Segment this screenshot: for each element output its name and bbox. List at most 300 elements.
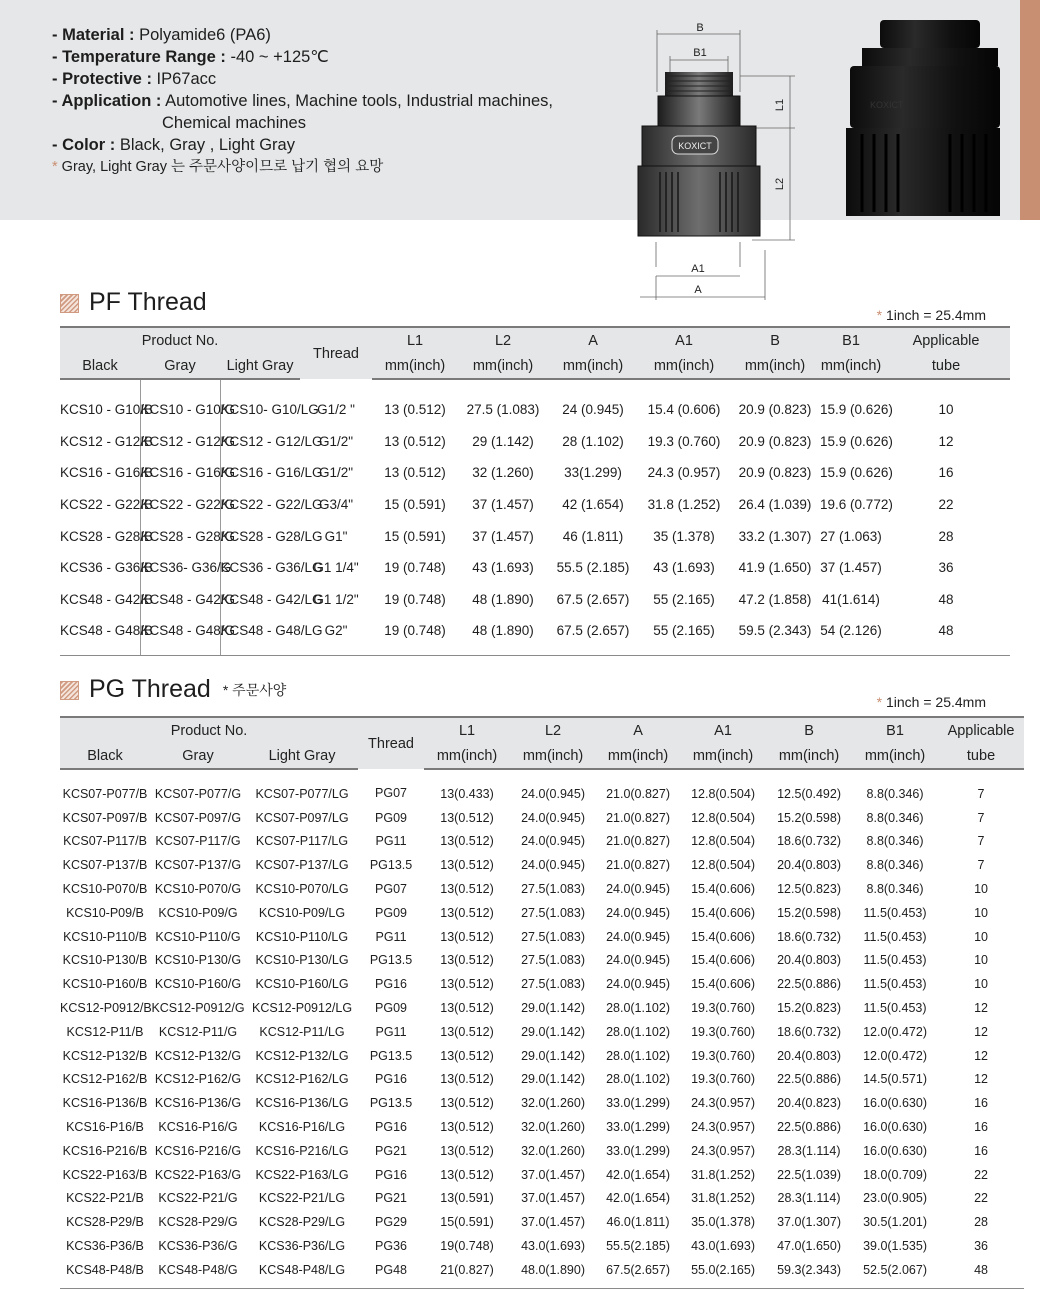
- table-cell: 15.2(0.598): [777, 810, 841, 825]
- conversion-star: *: [876, 307, 883, 323]
- table-cell: 19.3(0.760): [691, 1072, 755, 1087]
- table-row: [60, 584, 1010, 616]
- table-cell: 55.5 (2.185): [556, 560, 630, 576]
- table-cell: 16.0(0.630): [863, 1096, 927, 1111]
- table-cell: KCS07-P077/B: [62, 786, 148, 801]
- pg-col-thread: Thread: [358, 717, 424, 769]
- table-cell: KCS10-P09/LG: [258, 905, 346, 920]
- table-cell: 16: [974, 1096, 988, 1111]
- table-cell: KCS10-P09/G: [158, 905, 238, 920]
- table-cell: KCS12-P11/B: [66, 1024, 144, 1039]
- table-cell: 24.0(0.945): [521, 834, 585, 849]
- table-cell: KCS16-P216/G: [154, 1143, 242, 1158]
- pf-col-b: B: [730, 327, 820, 353]
- table-cell: 8.8(0.346): [866, 882, 924, 897]
- table-row: [60, 379, 1010, 426]
- pg-header-row-1: [60, 717, 1024, 743]
- spec-application: [52, 90, 553, 112]
- table-cell: PG16: [375, 977, 408, 992]
- table-cell: 32.0(1.260): [521, 1120, 585, 1135]
- table-cell: 29.0(1.142): [521, 1024, 585, 1039]
- table-cell: 28.0(1.102): [606, 1072, 670, 1087]
- spec-value: Chemical machines: [162, 114, 306, 132]
- table-cell: KCS10-P070/LG: [255, 882, 349, 897]
- table-cell: KCS16 - G16/B: [60, 457, 140, 489]
- table-cell: 18.0(0.709): [863, 1167, 927, 1182]
- table-cell: KCS07-P097/LG: [255, 810, 349, 825]
- table-cell: KCS36-P36/B: [66, 1239, 144, 1254]
- table-cell: KCS48 - G42/G: [140, 584, 220, 616]
- table-cell: KCS22-P163/B: [62, 1167, 148, 1182]
- table-cell: 20.9 (0.823): [738, 433, 812, 449]
- table-cell: 33.0(1.299): [606, 1143, 670, 1158]
- dim-b-label: B: [696, 22, 704, 34]
- table-cell: 8.8(0.346): [866, 786, 924, 801]
- table-cell: 48: [882, 615, 1010, 655]
- table-row: [60, 426, 1010, 458]
- table-cell: 19(0.748): [440, 1239, 494, 1254]
- table-cell: 27 (1.063): [820, 528, 882, 544]
- table-cell: KCS10-P110/G: [155, 929, 241, 944]
- pg-unit-a1: mm(inch): [680, 743, 766, 769]
- table-cell: 13(0.591): [440, 1191, 494, 1206]
- conversion-text: 1inch = 25.4mm: [882, 307, 986, 323]
- pf-col-b1: B1: [820, 327, 882, 353]
- table-cell: 26.4 (1.039): [738, 497, 812, 513]
- table-cell: 31.8(1.252): [691, 1191, 755, 1206]
- pg-unit-a: mm(inch): [596, 743, 680, 769]
- table-cell: KCS36-P36/G: [158, 1239, 238, 1254]
- table-cell: KCS16-P16/G: [158, 1120, 238, 1135]
- table-cell: 55 (2.165): [638, 615, 730, 655]
- table-cell: KCS16-P216/LG: [255, 1143, 349, 1158]
- table-cell: 28: [938, 528, 954, 544]
- table-cell: 13(0.512): [440, 882, 494, 897]
- table-cell: 18.6(0.732): [777, 1024, 841, 1039]
- table-cell: 20.9 (0.823): [738, 402, 812, 418]
- table-cell: 29.0(1.142): [521, 1072, 585, 1087]
- table-cell: 24.0(0.945): [521, 810, 585, 825]
- table-cell: 20.4(0.803): [777, 953, 841, 968]
- table-cell: 27.5(1.083): [521, 977, 585, 992]
- table-cell: 43 (1.693): [472, 560, 534, 576]
- table-cell: 19.6 (0.772): [820, 497, 893, 513]
- table-cell: KCS16 - G16/LG: [220, 465, 323, 481]
- table-cell: KCS36 - G36/B: [60, 552, 140, 584]
- table-cell: 21.0(0.827): [606, 786, 670, 801]
- table-cell: 28.0(1.102): [606, 1001, 670, 1016]
- table-cell: 12.0(0.472): [863, 1048, 927, 1063]
- spec-value: Black, Gray , Light Gray: [115, 136, 295, 154]
- table-cell: 55.0(2.165): [680, 1258, 766, 1288]
- table-cell: 20.9 (0.823): [738, 465, 812, 481]
- table-cell: G2": [300, 615, 372, 655]
- table-cell: KCS12-P132/LG: [255, 1048, 349, 1063]
- table-row: [60, 901, 1024, 925]
- table-cell: KCS48 - G48/G: [140, 615, 220, 655]
- dim-l2-label: L2: [774, 177, 786, 191]
- table-cell: G1/2": [319, 433, 354, 449]
- table-cell: 15 (0.591): [384, 497, 446, 513]
- table-cell: 27.5(1.083): [521, 905, 585, 920]
- table-cell: 13(0.512): [440, 1096, 494, 1111]
- table-cell: 11.5(0.453): [863, 953, 927, 968]
- table-cell: 16: [974, 1120, 988, 1135]
- table-cell: 19.3 (0.760): [647, 433, 721, 449]
- table-cell: KCS07-P097/B: [62, 810, 148, 825]
- table-cell: 18.6(0.732): [777, 834, 841, 849]
- table-cell: 24.3(0.957): [691, 1120, 755, 1135]
- dimension-drawing: [630, 12, 800, 302]
- table-cell: KCS28 - G28/LG: [220, 528, 323, 544]
- table-cell: 24.0(0.945): [521, 786, 585, 801]
- table-cell: KCS10 - G10/G: [140, 379, 220, 426]
- table-cell: KCS12-P132/B: [62, 1048, 148, 1063]
- table-cell: 15 (0.591): [384, 528, 446, 544]
- table-row: [60, 925, 1024, 949]
- table-cell: 15.2(0.598): [777, 905, 841, 920]
- table-cell: 37.0(1.307): [777, 1215, 841, 1230]
- pg-col-b: B: [766, 717, 852, 743]
- table-cell: 37 (1.457): [820, 560, 882, 576]
- table-cell: KCS10-P110/LG: [255, 929, 349, 944]
- table-row: [60, 520, 1010, 552]
- table-cell: 12.5(0.492): [777, 786, 841, 801]
- table-cell: PG11: [375, 1024, 407, 1039]
- table-cell: KCS10-P110/B: [63, 929, 147, 944]
- section-marker-icon: [60, 294, 79, 313]
- table-cell: 15(0.591): [440, 1215, 494, 1230]
- table-cell: 28 (1.102): [562, 433, 624, 449]
- table-cell: PG29: [375, 1215, 408, 1230]
- table-cell: 36: [938, 560, 954, 576]
- table-cell: 13 (0.512): [384, 433, 446, 449]
- table-cell: 15.4(0.606): [691, 953, 755, 968]
- table-cell: KCS48-P48/LG: [246, 1258, 358, 1288]
- table-cell: 24.0(0.945): [606, 953, 670, 968]
- table-cell: KCS12 - G12/LG: [220, 433, 323, 449]
- table-cell: 24.0(0.945): [606, 882, 670, 897]
- table-cell: 12: [974, 1072, 988, 1087]
- spec-value: IP67acc: [151, 70, 217, 88]
- table-cell: 13(0.512): [440, 834, 494, 849]
- accent-bar: [1020, 0, 1040, 220]
- pg-col-black: Black: [60, 743, 150, 769]
- table-cell: KCS07-P097/G: [154, 810, 242, 825]
- spec-label: - Protective :: [52, 70, 152, 88]
- pf-title-text: PF Thread: [89, 288, 207, 316]
- table-cell: 24.0(0.945): [606, 929, 670, 944]
- table-cell: 39.0(1.535): [863, 1239, 927, 1254]
- table-cell: 13(0.512): [440, 1143, 494, 1158]
- note-text: Gray, Light Gray 는 주문사양이므로 납기 협의 요망: [57, 159, 384, 175]
- table-cell: 11.5(0.453): [863, 1001, 927, 1016]
- table-cell: KCS48 - G42/B: [60, 584, 140, 616]
- table-cell: KCS10-P130/LG: [255, 953, 349, 968]
- table-cell: 31.8(1.252): [691, 1167, 755, 1182]
- pg-unit-l1: mm(inch): [424, 743, 510, 769]
- table-cell: 28.3(1.114): [777, 1191, 841, 1206]
- table-cell: KCS12-P162/G: [154, 1072, 242, 1087]
- table-cell: KCS10-P070/B: [62, 882, 148, 897]
- table-cell: 48 (1.890): [472, 591, 534, 607]
- table-cell: 10: [974, 953, 988, 968]
- table-cell: 13(0.512): [440, 977, 494, 992]
- table-cell: PG21: [375, 1191, 408, 1206]
- pg-unit-b1: mm(inch): [852, 743, 938, 769]
- table-cell: KCS12-P132/G: [154, 1048, 242, 1063]
- table-cell: KCS10-P130/G: [154, 953, 242, 968]
- table-cell: 37.0(1.457): [521, 1215, 585, 1230]
- spec-color: [52, 134, 553, 156]
- table-cell: 27.5(1.083): [521, 882, 585, 897]
- table-cell: 20.4(0.803): [777, 1048, 841, 1063]
- table-cell: PG48: [358, 1258, 424, 1288]
- pg-col-l1: L1: [424, 717, 510, 743]
- pg-subtitle: * 주문사양: [222, 682, 287, 699]
- dim-a1-label: A1: [691, 263, 705, 275]
- table-cell: KCS07-P077/G: [154, 786, 242, 801]
- table-cell: KCS12-P11/G: [158, 1024, 238, 1039]
- table-cell: 22.5(0.886): [777, 1072, 841, 1087]
- pf-header-row-2: [60, 353, 1010, 379]
- table-cell: KCS36 - G36/LG: [220, 560, 323, 576]
- table-cell: 36: [974, 1239, 988, 1254]
- table-cell: 55 (2.165): [653, 591, 715, 607]
- pf-col-gray: Gray: [140, 353, 220, 379]
- table-cell: KCS48-P48/B: [60, 1258, 150, 1288]
- table-cell: KCS16-P16/LG: [258, 1120, 346, 1135]
- spec-label: - Application :: [52, 92, 162, 110]
- table-row: [60, 1210, 1024, 1234]
- table-cell: PG21: [375, 1143, 408, 1158]
- table-cell: 12.8(0.504): [691, 810, 755, 825]
- table-cell: 21(0.827): [424, 1258, 510, 1288]
- table-cell: 67.5 (2.657): [548, 615, 638, 655]
- table-cell: 11.5(0.453): [863, 929, 927, 944]
- table-cell: 67.5(2.657): [596, 1258, 680, 1288]
- table-cell: 33.0(1.299): [606, 1096, 670, 1111]
- table-cell: KCS10-P130/B: [62, 953, 148, 968]
- table-cell: 15.9 (0.626): [820, 465, 893, 481]
- pf-section-title: [60, 288, 207, 317]
- table-row: [60, 1163, 1024, 1187]
- table-row: [60, 1068, 1024, 1092]
- table-cell: 7: [977, 786, 985, 801]
- table-cell: 23.0(0.905): [863, 1191, 927, 1206]
- table-cell: 22.5(0.886): [777, 1120, 841, 1135]
- table-cell: 48: [938, 591, 954, 607]
- pg-unit-b: mm(inch): [766, 743, 852, 769]
- pf-thread-table: [60, 326, 1010, 656]
- pg-header-row-2: [60, 743, 1024, 769]
- table-cell: KCS07-P137/G: [154, 858, 242, 873]
- table-row: [60, 1115, 1024, 1139]
- table-cell: KCS28 - G28/B: [60, 520, 140, 552]
- table-cell: 33.0(1.299): [606, 1120, 670, 1135]
- pf-col-tube: tube: [882, 353, 1010, 379]
- table-cell: PG09: [375, 810, 408, 825]
- pf-header-row-1: [60, 327, 1010, 353]
- table-cell: PG07: [375, 786, 408, 801]
- table-cell: 37 (1.457): [472, 497, 534, 513]
- table-row: [60, 769, 1024, 806]
- table-cell: 29 (1.142): [472, 433, 534, 449]
- table-cell: KCS07-P077/LG: [255, 786, 349, 801]
- table-row: [60, 853, 1024, 877]
- spec-protective: [52, 68, 553, 90]
- pf-unit-l1: mm(inch): [372, 353, 458, 379]
- table-cell: 12.8(0.504): [691, 786, 755, 801]
- table-cell: 19 (0.748): [372, 615, 458, 655]
- conversion-text: 1inch = 25.4mm: [882, 694, 986, 710]
- table-cell: KCS48 - G48/LG: [220, 615, 300, 655]
- pf-unit-l2: mm(inch): [458, 353, 548, 379]
- table-cell: 7: [977, 834, 985, 849]
- pf-col-l1: L1: [372, 327, 458, 353]
- table-cell: KCS12-P0912/B: [60, 1001, 152, 1016]
- table-cell: 41.9 (1.650): [738, 560, 812, 576]
- table-cell: 24.0(0.945): [606, 977, 670, 992]
- table-cell: 7: [977, 810, 985, 825]
- table-cell: G1/2 ": [317, 401, 355, 417]
- pg-table-body: [60, 769, 1024, 1288]
- table-cell: 15.2(0.823): [777, 1001, 841, 1016]
- table-cell: 29.0(1.142): [521, 1001, 585, 1016]
- table-cell: KCS16-P216/B: [62, 1143, 148, 1158]
- spec-note: [52, 156, 553, 178]
- table-cell: 13(0.512): [440, 810, 494, 825]
- pf-col-a: A: [548, 327, 638, 353]
- table-cell: 10: [974, 977, 988, 992]
- table-cell: 55.5(2.185): [606, 1239, 670, 1254]
- pf-conversion-note: [877, 307, 986, 323]
- table-cell: KCS10-P160/B: [62, 977, 148, 992]
- table-cell: KCS22-P21/B: [66, 1191, 144, 1206]
- table-cell: 21.0(0.827): [606, 858, 670, 873]
- table-cell: 24.3(0.957): [691, 1143, 755, 1158]
- table-cell: 16: [938, 465, 954, 481]
- table-cell: 59.5 (2.343): [730, 615, 820, 655]
- table-cell: 8.8(0.346): [866, 810, 924, 825]
- pg-section-title: [60, 675, 286, 704]
- table-cell: 48 (1.890): [458, 615, 548, 655]
- table-cell: 32.0(1.260): [521, 1143, 585, 1158]
- table-cell: 10: [974, 929, 988, 944]
- table-cell: 22.5(1.039): [777, 1167, 841, 1182]
- table-cell: 13 (0.512): [384, 465, 446, 481]
- table-cell: 12.8(0.504): [691, 834, 755, 849]
- table-cell: KCS22-P21/G: [158, 1191, 238, 1206]
- table-row: [60, 1234, 1024, 1258]
- table-cell: G1 1/4": [313, 560, 359, 576]
- table-cell: 12: [938, 433, 954, 449]
- pg-col-light-gray: Light Gray: [246, 743, 358, 769]
- section-marker-icon: [60, 681, 79, 700]
- table-cell: 59.3(2.343): [766, 1258, 852, 1288]
- table-cell: KCS10 - G10/B: [60, 379, 140, 426]
- table-cell: 7: [977, 858, 985, 873]
- table-row: [60, 1020, 1024, 1044]
- table-row: [60, 877, 1024, 901]
- photo-logo: KOXICT: [870, 100, 904, 110]
- table-cell: 15.4(0.606): [691, 929, 755, 944]
- table-cell: 16.0(0.630): [863, 1120, 927, 1135]
- table-cell: 21.0(0.827): [606, 834, 670, 849]
- spec-list: [52, 24, 553, 178]
- table-row: [60, 552, 1010, 584]
- table-cell: 27.5 (1.083): [466, 402, 540, 418]
- table-cell: 28: [974, 1215, 988, 1230]
- pg-col-b1: B1: [852, 717, 938, 743]
- table-cell: 35.0(1.378): [691, 1215, 755, 1230]
- table-cell: 48: [938, 1258, 1024, 1288]
- table-cell: 15.4 (0.606): [647, 402, 721, 418]
- table-row: [60, 1139, 1024, 1163]
- table-cell: 43.0(1.693): [521, 1239, 585, 1254]
- table-cell: PG13.5: [369, 1048, 413, 1063]
- table-cell: KCS22 - G22/B: [60, 489, 140, 521]
- table-row: [60, 1091, 1024, 1115]
- note-star: *: [52, 159, 58, 175]
- table-row: [60, 949, 1024, 973]
- table-cell: 13(0.512): [440, 1048, 494, 1063]
- table-cell: KCS28-P29/G: [158, 1215, 238, 1230]
- table-cell: KCS28 - G28/G: [140, 520, 220, 552]
- table-cell: G1/2": [319, 465, 354, 481]
- pf-col-thread: Thread: [300, 327, 372, 379]
- table-cell: 22: [974, 1167, 988, 1182]
- drawing-logo: KOXICT: [678, 141, 712, 151]
- table-cell: 22: [938, 497, 954, 513]
- table-cell: 12.0(0.472): [863, 1024, 927, 1039]
- table-cell: PG13.5: [369, 953, 413, 968]
- table-cell: KCS16-P136/G: [154, 1096, 242, 1111]
- pg-unit-l2: mm(inch): [510, 743, 596, 769]
- table-cell: PG36: [375, 1239, 408, 1254]
- table-cell: 13(0.512): [440, 929, 494, 944]
- table-cell: 67.5 (2.657): [556, 591, 630, 607]
- pg-col-a1: A1: [680, 717, 766, 743]
- table-cell: 18.6(0.732): [777, 929, 841, 944]
- table-cell: 20.4(0.823): [777, 1096, 841, 1111]
- table-cell: PG09: [375, 1001, 408, 1016]
- table-cell: 37 (1.457): [472, 528, 534, 544]
- table-cell: 35 (1.378): [653, 528, 715, 544]
- table-cell: 48.0(1.890): [510, 1258, 596, 1288]
- table-cell: KCS48 - G42/LG: [220, 591, 323, 607]
- pg-conversion-note: [877, 694, 986, 710]
- table-cell: 42 (1.654): [562, 497, 624, 513]
- table-cell: 30.5(1.201): [863, 1215, 927, 1230]
- table-row: [60, 972, 1024, 996]
- table-cell: 47.2 (1.858): [738, 591, 812, 607]
- pg-col-l2: L2: [510, 717, 596, 743]
- table-cell: 15.4(0.606): [691, 882, 755, 897]
- table-cell: 33(1.299): [564, 465, 622, 481]
- product-photo: [840, 16, 1005, 216]
- pf-unit-a: mm(inch): [548, 353, 638, 379]
- spec-value: Automotive lines, Machine tools, Industrial machines,: [161, 92, 553, 110]
- table-cell: KCS10- G10/LG: [220, 402, 319, 418]
- table-cell: KCS22 - G22/G: [140, 489, 220, 521]
- table-cell: KCS07-P117/LG: [255, 834, 349, 849]
- table-cell: KCS12-P162/B: [62, 1072, 148, 1087]
- pf-col-a1: A1: [638, 327, 730, 353]
- table-cell: 46 (1.811): [562, 528, 624, 544]
- table-cell: 13(0.512): [440, 1024, 494, 1039]
- table-cell: PG09: [375, 905, 408, 920]
